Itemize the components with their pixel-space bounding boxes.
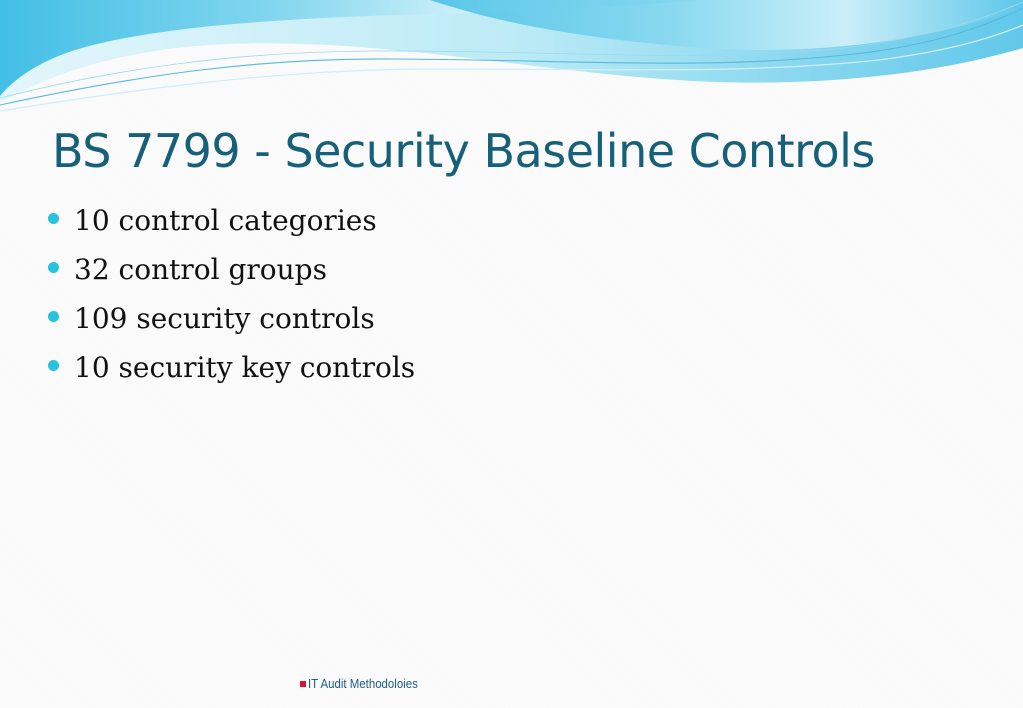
bullet-item [48, 245, 415, 294]
slide-footer [300, 676, 433, 691]
slide-title: BS 7799 - Security Baseline Controls [52, 124, 875, 178]
footer-marker-icon [300, 681, 306, 687]
bullet-text: 32 control groups [74, 253, 327, 286]
bullet-dot-icon [48, 311, 59, 322]
bullet-item [48, 294, 415, 343]
header-wave-decoration [0, 0, 1023, 115]
bullet-list [48, 196, 415, 392]
bullet-text: 10 security key controls [74, 351, 416, 384]
bullet-dot-icon [48, 360, 59, 371]
bullet-text: 109 security controls [74, 302, 375, 335]
bullet-dot-icon [48, 262, 59, 273]
footer-text: IT Audit Methodoloies [308, 676, 418, 691]
bullet-item [48, 343, 415, 392]
bullet-item [48, 196, 415, 245]
bullet-dot-icon [48, 213, 59, 224]
bullet-text: 10 control categories [74, 204, 377, 237]
